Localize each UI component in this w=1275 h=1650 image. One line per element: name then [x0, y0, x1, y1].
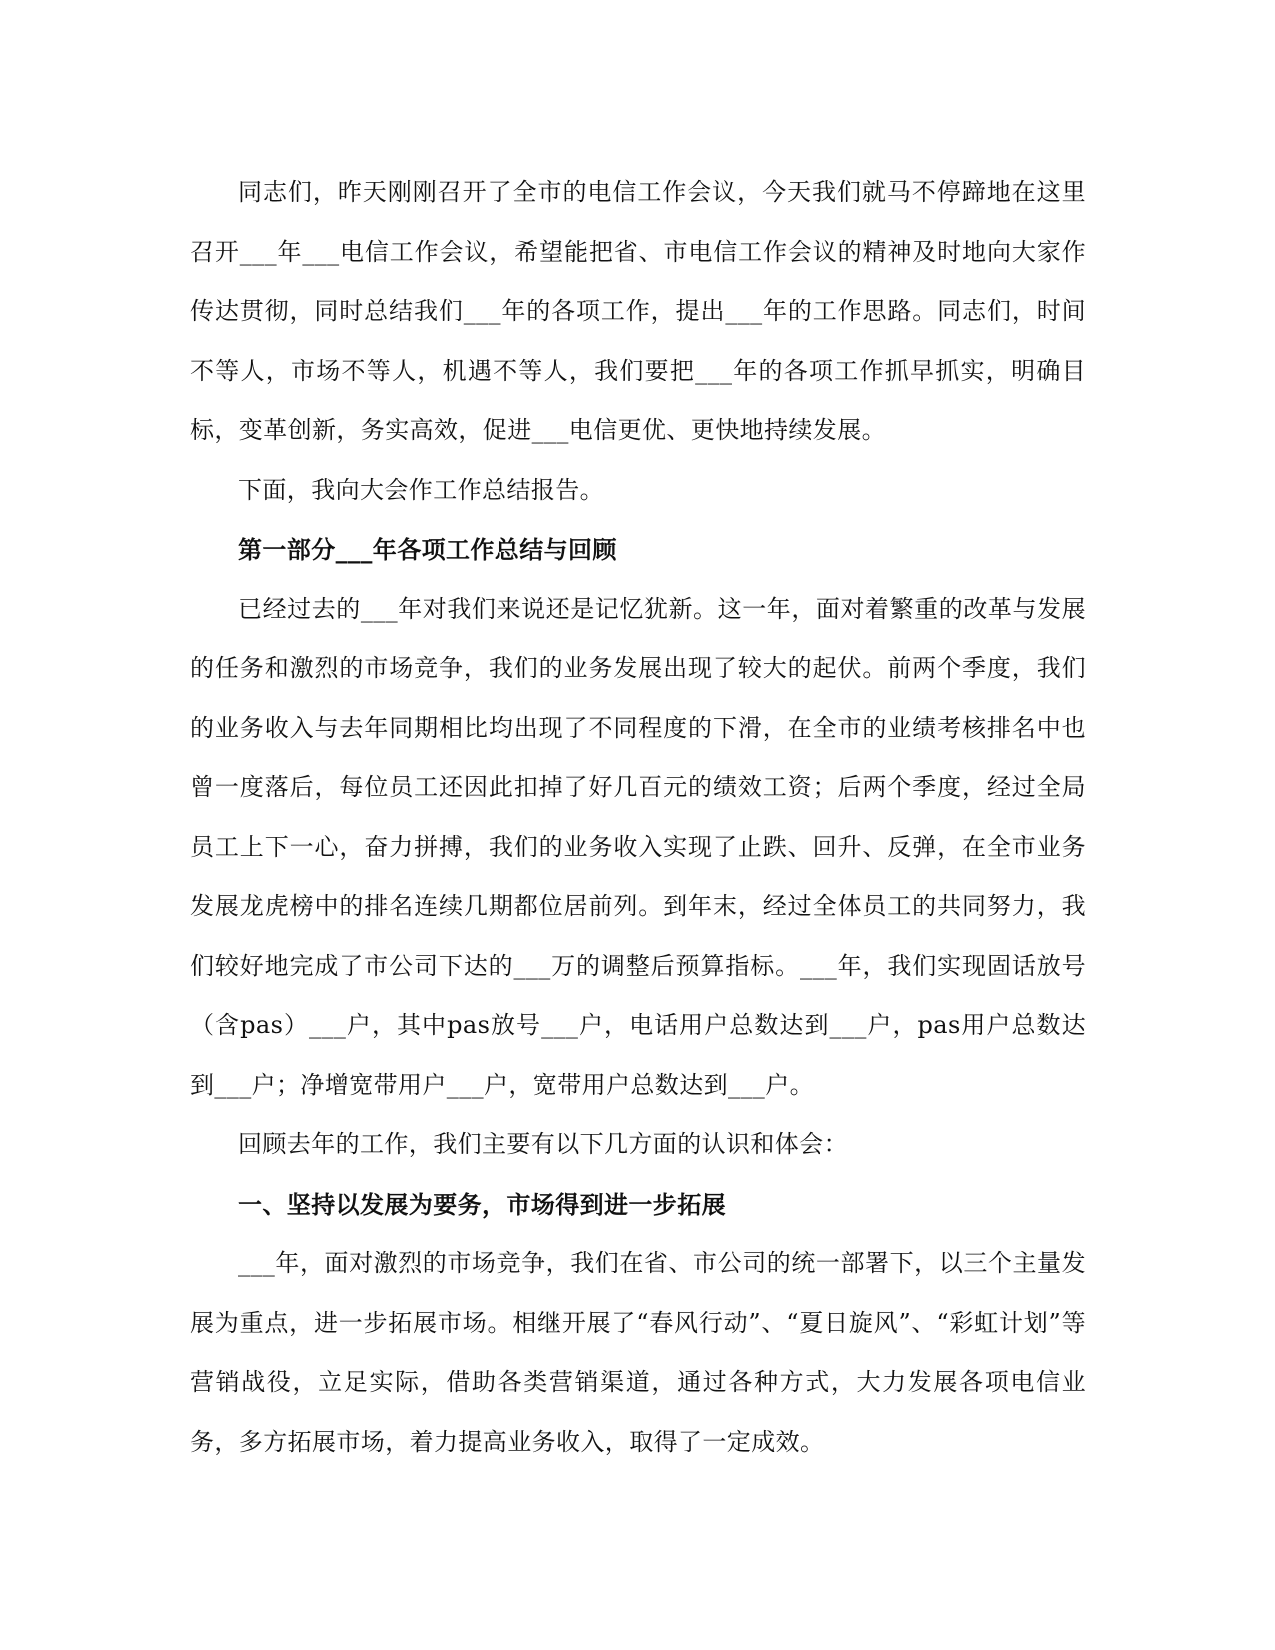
- market-expansion-paragraph: ___年，面对激烈的市场竞争，我们在省、市公司的统一部署下，以三个主量发展为重点，进一步拓展市场。相继开展了“春风行动”、“夏日旋风”、“彩虹计划”等营销战役，立足实际，借助各类营销渠道，通过各种方式，大力发展各项电信业务，多方拓展市场，着力提高业务收入，取得了一定成效。: [190, 1249, 1086, 1456]
- report-intro-paragraph: 下面，我向大会作工作总结报告。: [238, 475, 604, 504]
- part-one-heading: 第一部分___年各项工作总结与回顾: [238, 535, 617, 564]
- opening-paragraph: 同志们，昨天刚刚召开了全市的电信工作会议，今天我们就马不停蹄地在这里召开___年___电信工作会议，希望能把省、市电信工作会议的精神及时地向大家作传达贯彻，同时总结我们___年的各项工作，提出___年的工作思路。同志们，时间不等人，市场不等人，机遇不等人，我们要把___年的各项工作抓早抓实，明确目标，变革创新，务实高效，促进___电信更优、更快地持续发展。: [190, 178, 1086, 444]
- document-page: [190, 163, 1086, 1472]
- section-one-heading: 一、坚持以发展为要务，市场得到进一步拓展: [238, 1189, 726, 1219]
- year-review-paragraph: 已经过去的___年对我们来说还是记忆犹新。这一年，面对着繁重的改革与发展的任务和激烈的市场竞争，我们的业务发展出现了较大的起伏。前两个季度，我们的业务收入与去年同期相比均出现了不同程度的下滑，在全市的业绩考核排名中也曾一度落后，每位员工还因此扣掉了好几百元的绩效工资；后两个季度，经过全局员工上下一心，奋力拼搏，我们的业务收入实现了止跌、回升、反弹，在全市业务发展龙虎榜中的排名连续几期都位居前列。到年末，经过全体员工的共同努力，我们较好地完成了市公司下达的___万的调整后预算指标。___年，我们实现固话放号（含pas）___户，其中pas放号___户，电话用户总数达到___户，pas用户总数达到___户；净增宽带用户___户，宽带用户总数达到___户。: [190, 594, 1087, 1099]
- insights-intro-paragraph: 回顾去年的工作，我们主要有以下几方面的认识和体会：: [238, 1130, 848, 1158]
